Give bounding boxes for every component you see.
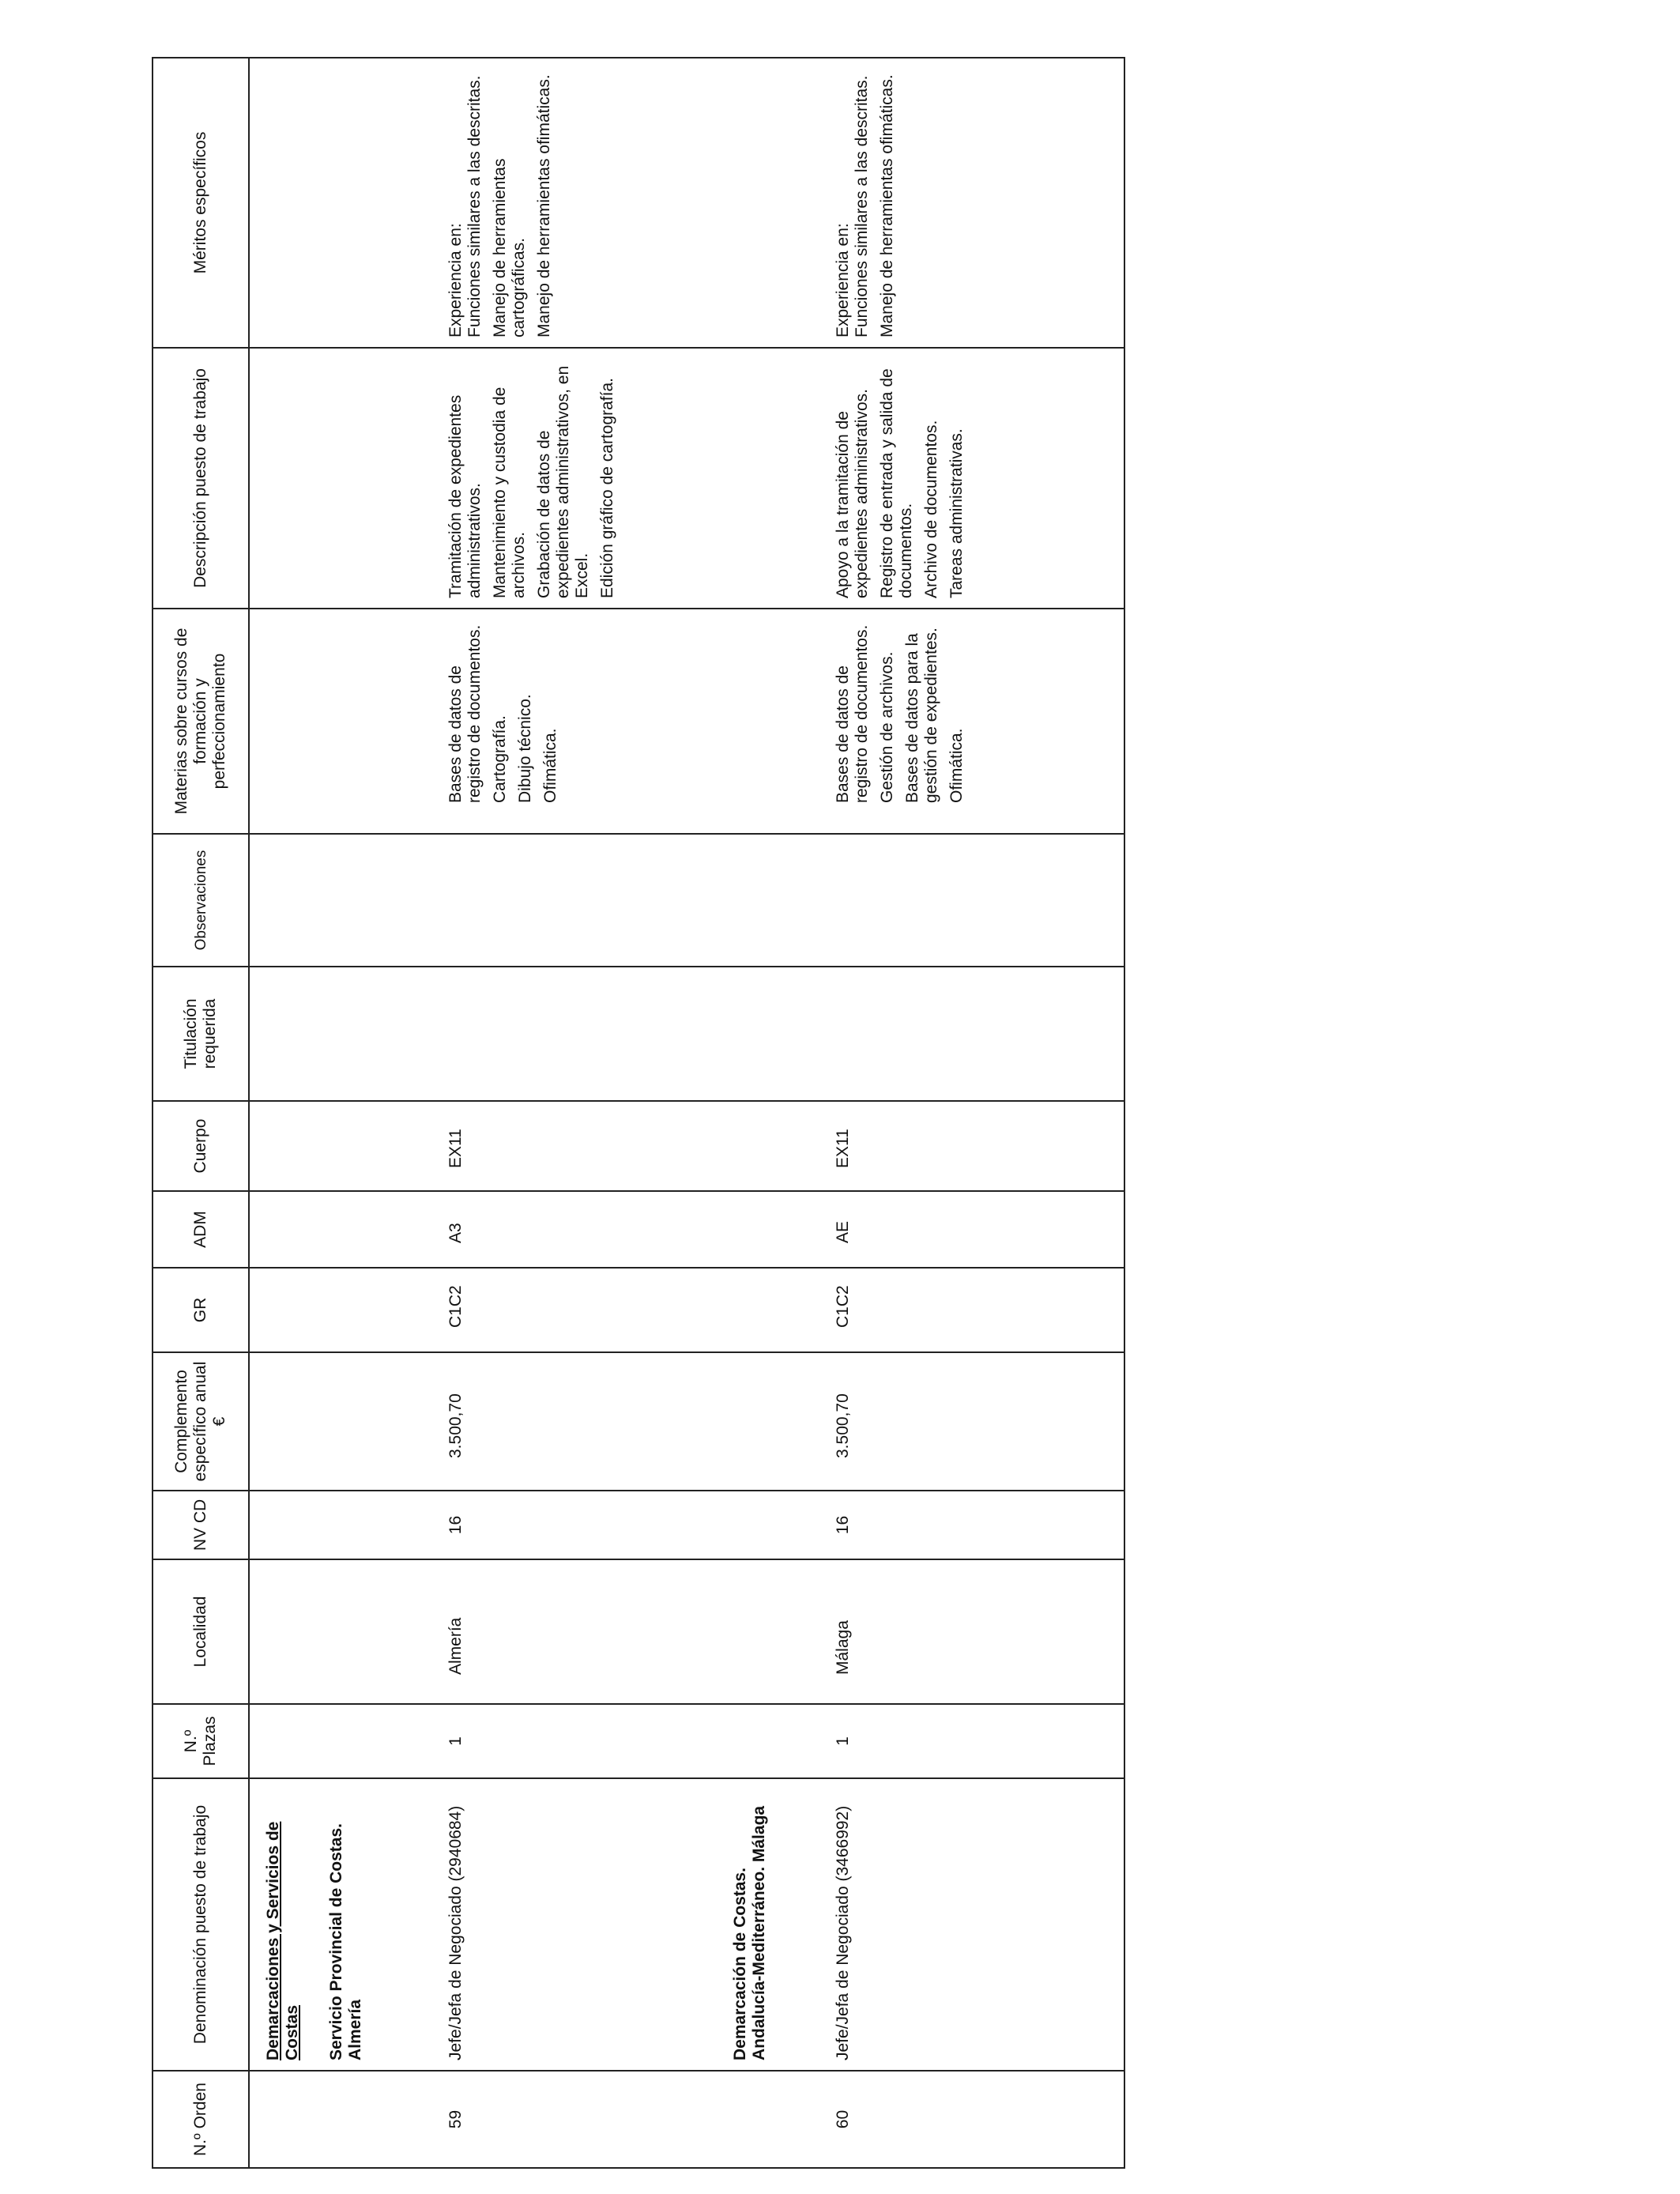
- materia-item: Gestión de archivos.: [878, 651, 896, 803]
- cell-complemento: 3.500,70: [446, 1352, 731, 1491]
- materia-item: Cartografía.: [491, 715, 509, 803]
- descripcion-item: Tramitación de expedientes administrativos.: [446, 394, 484, 598]
- cell-nvcd: 16: [446, 1491, 731, 1559]
- job-positions-table: [152, 57, 1125, 2169]
- header-nvcd: NV CD: [153, 1491, 249, 1559]
- materia-item: Dibujo técnico.: [516, 694, 534, 803]
- section-heading-malaga: Demarcación de Costas. Andalucía-Mediterráneo. Málaga: [731, 1805, 768, 2060]
- cell-denominacion: Jefe/Jefa de Negociado (2940684): [446, 1778, 731, 2071]
- cell-complemento: 3.500,70: [834, 1352, 1124, 1491]
- table-row: [446, 58, 731, 2168]
- meritos-intro: Experiencia en:: [834, 223, 852, 337]
- merito-item: Funciones similares a las descritas.: [465, 75, 484, 337]
- section-heading-main: Demarcaciones y Servicios de Costas: [264, 1821, 301, 2060]
- cell-meritos: [834, 58, 1124, 348]
- header-complemento: Complemento específico anual €: [153, 1352, 249, 1491]
- cell-titulacion: [446, 967, 731, 1101]
- materia-item: Ofimática.: [541, 728, 559, 803]
- header-titulacion: Titulación requerida: [153, 967, 249, 1101]
- meritos-intro: Experiencia en:: [446, 223, 465, 337]
- header-row: [153, 58, 249, 2168]
- merito-item: Manejo de herramientas ofimáticas.: [535, 74, 553, 337]
- descripcion-item: Mantenimiento y custodia de archivos.: [491, 386, 528, 598]
- section-row-malaga: [731, 58, 834, 2168]
- header-materias: Materias sobre cursos de formación y perfeccionamiento: [153, 609, 249, 834]
- descripcion-item: Registro de entrada y salida de documentos.: [878, 368, 915, 598]
- cell-observaciones: [834, 834, 1124, 967]
- cell-localidad: Málaga: [834, 1559, 1124, 1704]
- header-localidad: Localidad: [153, 1559, 249, 1704]
- cell-orden: 59: [446, 2071, 731, 2168]
- cell-localidad: Almería: [446, 1559, 731, 1704]
- cell-plazas: 1: [446, 1704, 731, 1778]
- materia-item: Bases de datos de registro de documentos.: [834, 624, 871, 803]
- descripcion-item: Grabación de datos de expedientes administrativos, en Excel.: [535, 365, 591, 598]
- header-adm: ADM: [153, 1191, 249, 1268]
- cell-descripcion: [834, 348, 1124, 609]
- cell-observaciones: [446, 834, 731, 967]
- section-row-main: [249, 58, 446, 2168]
- cell-orden: 60: [834, 2071, 1124, 2168]
- cell-materias: [446, 609, 731, 834]
- header-descripcion: Descripción puesto de trabajo: [153, 348, 249, 609]
- materia-item: Bases de datos de registro de documentos.: [446, 624, 484, 803]
- cell-gr: C1C2: [446, 1268, 731, 1352]
- materia-item: Ofimática.: [947, 728, 966, 803]
- descripcion-item: Archivo de documentos.: [922, 420, 940, 598]
- descripcion-item: Tareas administrativas.: [947, 428, 966, 598]
- table-row: [834, 58, 1124, 2168]
- header-observaciones: Observaciones: [153, 834, 249, 967]
- header-gr: GR: [153, 1268, 249, 1352]
- header-meritos: Méritos específicos: [153, 58, 249, 348]
- header-plazas: N.º Plazas: [153, 1704, 249, 1778]
- cell-nvcd: 16: [834, 1491, 1124, 1559]
- descripcion-item: Apoyo a la tramitación de expedientes administrativos.: [834, 389, 871, 598]
- header-cuerpo: Cuerpo: [153, 1101, 249, 1191]
- merito-item: Funciones similares a las descritas.: [853, 75, 871, 337]
- header-denominacion: Denominación puesto de trabajo: [153, 1778, 249, 2071]
- header-orden: N.º Orden: [153, 2071, 249, 2168]
- cell-cuerpo: EX11: [446, 1101, 731, 1191]
- cell-adm: AE: [834, 1191, 1124, 1268]
- cell-materias: [834, 609, 1124, 834]
- materia-item: Bases de datos para la gestión de expedientes.: [903, 628, 940, 803]
- rotated-page: [152, 58, 1125, 2169]
- cell-meritos: [446, 58, 731, 348]
- merito-item: Manejo de herramientas ofimáticas.: [878, 74, 896, 337]
- cell-gr: C1C2: [834, 1268, 1124, 1352]
- cell-denominacion: Jefe/Jefa de Negociado (3466992): [834, 1778, 1124, 2071]
- merito-item: Manejo de herramientas cartográficas.: [491, 158, 528, 337]
- descripcion-item: Edición gráfico de cartografía.: [598, 378, 616, 598]
- cell-titulacion: [834, 967, 1124, 1101]
- cell-adm: A3: [446, 1191, 731, 1268]
- cell-descripcion: [446, 348, 731, 609]
- cell-cuerpo: EX11: [834, 1101, 1124, 1191]
- section-heading-almeria: Servicio Provincial de Costas. Almería: [327, 1823, 364, 2060]
- cell-plazas: 1: [834, 1704, 1124, 1778]
